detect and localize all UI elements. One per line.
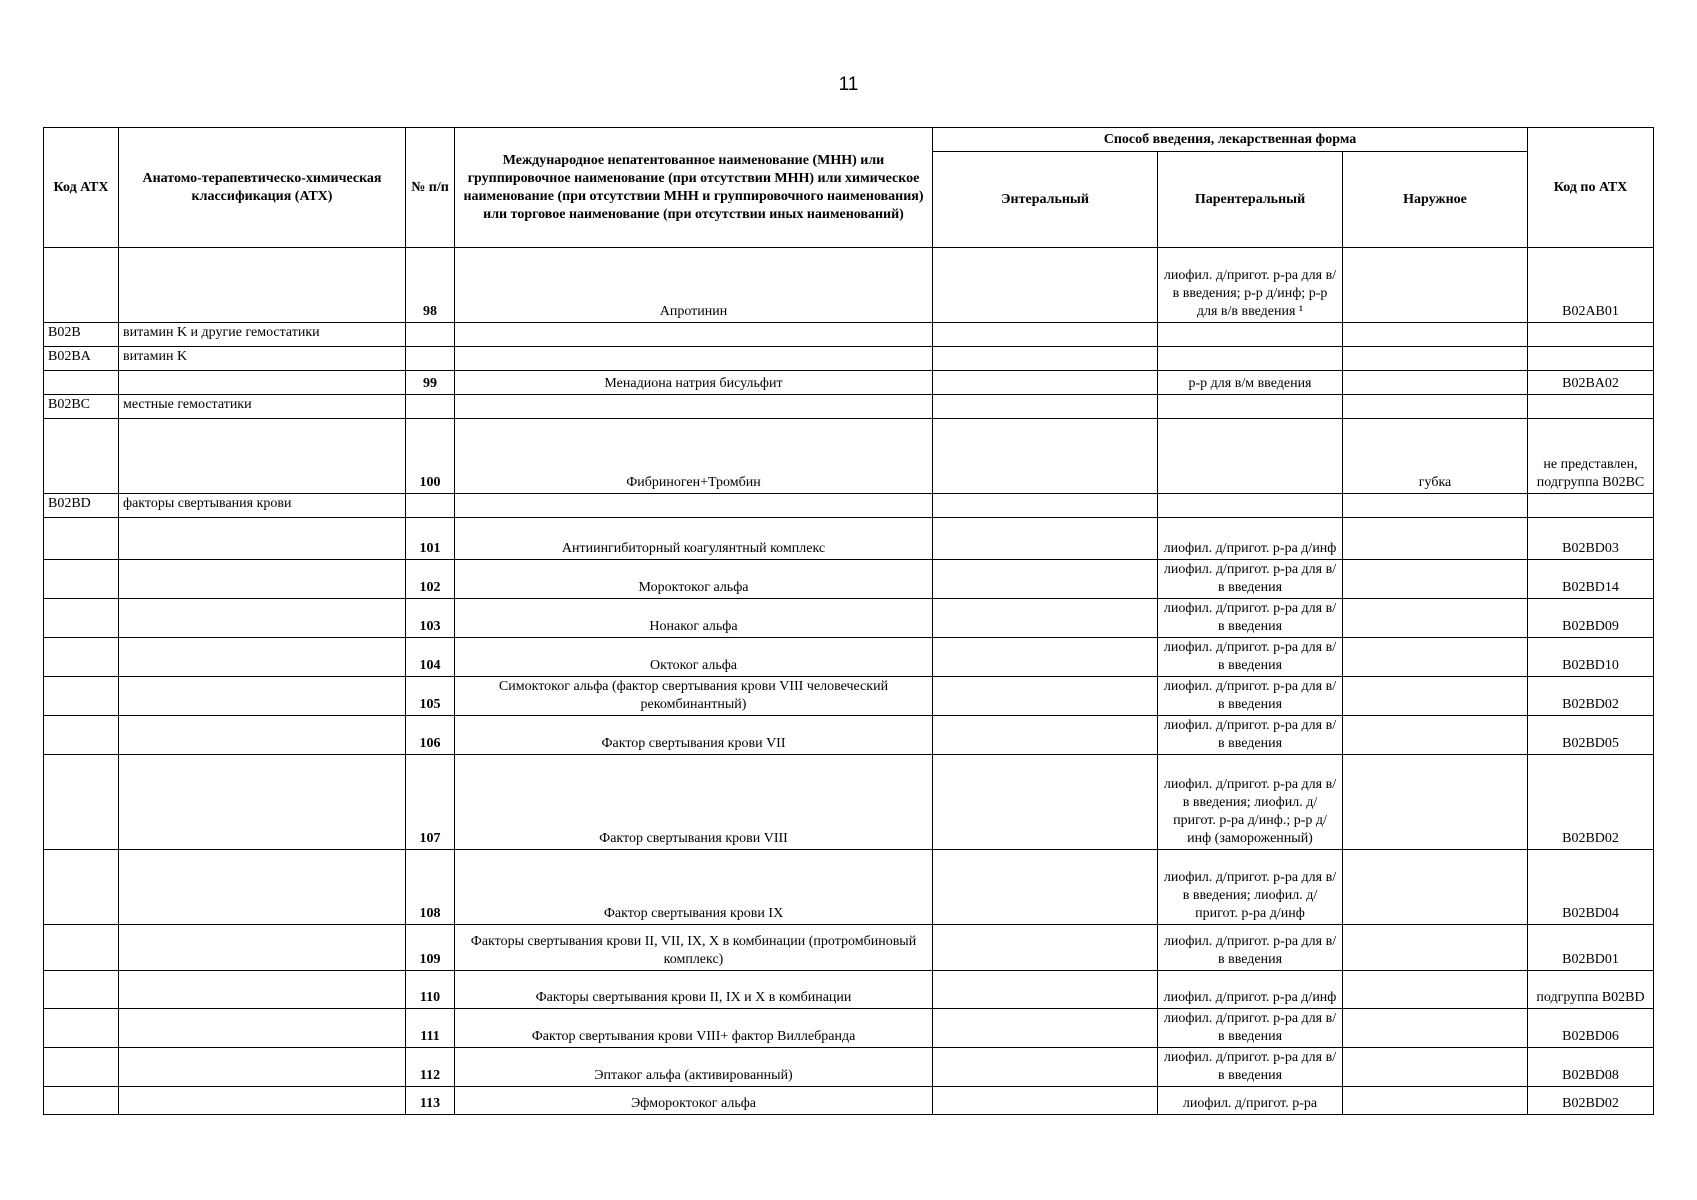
cell-name bbox=[455, 494, 933, 518]
header-parenteral: Парентеральный bbox=[1158, 152, 1343, 248]
cell-ext bbox=[1343, 1087, 1528, 1115]
cell-num: 112 bbox=[406, 1048, 455, 1087]
table-row bbox=[44, 248, 1654, 323]
cell-par: лиофил. д/пригот. р-ра для в/в введения bbox=[1158, 716, 1343, 755]
cell-cls bbox=[119, 1009, 406, 1048]
cell-num bbox=[406, 494, 455, 518]
cell-code bbox=[44, 925, 119, 971]
table-row bbox=[44, 1087, 1654, 1115]
cell-ext bbox=[1343, 755, 1528, 850]
table-header bbox=[44, 128, 1654, 248]
table-row bbox=[44, 850, 1654, 925]
cell-par: лиофил. д/пригот. р-ра для в/в введения; лиофил. д/пригот. р-ра д/инф.; р-р д/инф (замороженный) bbox=[1158, 755, 1343, 850]
cell-cls: витамин K и другие гемостатики bbox=[119, 323, 406, 347]
cell-cls bbox=[119, 677, 406, 716]
cell-ent bbox=[933, 494, 1158, 518]
table-row bbox=[44, 323, 1654, 347]
header-classification: Анатомо-терапевтическо-химическая классификация (АТХ) bbox=[119, 128, 406, 248]
cell-cls bbox=[119, 971, 406, 1009]
cell-ext bbox=[1343, 518, 1528, 560]
table-row bbox=[44, 494, 1654, 518]
table-row bbox=[44, 677, 1654, 716]
cell-ent bbox=[933, 395, 1158, 419]
cell-par bbox=[1158, 419, 1343, 494]
cell-atc: не представлен, подгруппа B02BC bbox=[1528, 419, 1654, 494]
cell-ext bbox=[1343, 599, 1528, 638]
cell-num: 106 bbox=[406, 716, 455, 755]
cell-atc: B02BA02 bbox=[1528, 371, 1654, 395]
cell-code bbox=[44, 560, 119, 599]
cell-code: B02BC bbox=[44, 395, 119, 419]
cell-code bbox=[44, 638, 119, 677]
cell-par bbox=[1158, 494, 1343, 518]
cell-cls bbox=[119, 518, 406, 560]
cell-par: лиофил. д/пригот. р-ра д/инф bbox=[1158, 971, 1343, 1009]
cell-name: Нонаког альфа bbox=[455, 599, 933, 638]
cell-cls: местные гемостатики bbox=[119, 395, 406, 419]
cell-ent bbox=[933, 925, 1158, 971]
cell-par: лиофил. д/пригот. р-ра для в/в введения bbox=[1158, 925, 1343, 971]
cell-ext bbox=[1343, 323, 1528, 347]
cell-num: 108 bbox=[406, 850, 455, 925]
cell-par bbox=[1158, 323, 1343, 347]
table-row bbox=[44, 638, 1654, 677]
header-atc-code: Код по АТХ bbox=[1528, 128, 1654, 248]
cell-atc bbox=[1528, 395, 1654, 419]
cell-name: Фактор свертывания крови VII bbox=[455, 716, 933, 755]
cell-ent bbox=[933, 716, 1158, 755]
cell-code bbox=[44, 248, 119, 323]
table-row bbox=[44, 755, 1654, 850]
cell-name: Октоког альфа bbox=[455, 638, 933, 677]
table-row bbox=[44, 716, 1654, 755]
cell-par bbox=[1158, 347, 1343, 371]
cell-num: 110 bbox=[406, 971, 455, 1009]
table-row bbox=[44, 971, 1654, 1009]
cell-num bbox=[406, 323, 455, 347]
cell-par: лиофил. д/пригот. р-ра для в/в введения bbox=[1158, 677, 1343, 716]
cell-cls bbox=[119, 599, 406, 638]
cell-atc: B02BD02 bbox=[1528, 677, 1654, 716]
cell-par: лиофил. д/пригот. р-ра для в/в введения bbox=[1158, 560, 1343, 599]
cell-ext bbox=[1343, 638, 1528, 677]
cell-num: 111 bbox=[406, 1009, 455, 1048]
cell-num: 113 bbox=[406, 1087, 455, 1115]
header-external: Наружное bbox=[1343, 152, 1528, 248]
cell-atc bbox=[1528, 347, 1654, 371]
cell-ent bbox=[933, 1048, 1158, 1087]
header-code-atx: Код АТХ bbox=[44, 128, 119, 248]
cell-name: Апротинин bbox=[455, 248, 933, 323]
cell-code bbox=[44, 599, 119, 638]
cell-num: 100 bbox=[406, 419, 455, 494]
cell-atc: B02BD08 bbox=[1528, 1048, 1654, 1087]
cell-par: лиофил. д/пригот. р-ра bbox=[1158, 1087, 1343, 1115]
cell-cls bbox=[119, 1087, 406, 1115]
cell-num: 109 bbox=[406, 925, 455, 971]
cell-name: Фибриноген+Тромбин bbox=[455, 419, 933, 494]
cell-cls bbox=[119, 560, 406, 599]
cell-cls bbox=[119, 716, 406, 755]
cell-ext bbox=[1343, 248, 1528, 323]
cell-ent bbox=[933, 599, 1158, 638]
cell-name: Фактор свертывания крови IX bbox=[455, 850, 933, 925]
cell-ext bbox=[1343, 395, 1528, 419]
cell-atc: подгруппа B02BD bbox=[1528, 971, 1654, 1009]
cell-num: 101 bbox=[406, 518, 455, 560]
cell-ent bbox=[933, 677, 1158, 716]
cell-code bbox=[44, 677, 119, 716]
cell-atc bbox=[1528, 494, 1654, 518]
cell-ent bbox=[933, 371, 1158, 395]
cell-atc: B02BD02 bbox=[1528, 755, 1654, 850]
cell-name: Фактор свертывания крови VIII bbox=[455, 755, 933, 850]
table-row bbox=[44, 599, 1654, 638]
cell-name bbox=[455, 347, 933, 371]
cell-atc: B02BD01 bbox=[1528, 925, 1654, 971]
cell-code bbox=[44, 1009, 119, 1048]
cell-num: 103 bbox=[406, 599, 455, 638]
cell-cls: витамин K bbox=[119, 347, 406, 371]
cell-ext bbox=[1343, 677, 1528, 716]
table-row bbox=[44, 395, 1654, 419]
cell-par: лиофил. д/пригот. р-ра для в/в введения bbox=[1158, 599, 1343, 638]
table-row bbox=[44, 518, 1654, 560]
table-body bbox=[44, 248, 1654, 1115]
cell-name: Менадиона натрия бисульфит bbox=[455, 371, 933, 395]
cell-atc: B02BD10 bbox=[1528, 638, 1654, 677]
cell-code bbox=[44, 1087, 119, 1115]
cell-code bbox=[44, 1048, 119, 1087]
cell-ext: губка bbox=[1343, 419, 1528, 494]
cell-cls bbox=[119, 638, 406, 677]
header-route-group: Способ введения, лекарственная форма bbox=[933, 128, 1528, 152]
cell-ext bbox=[1343, 347, 1528, 371]
cell-code bbox=[44, 755, 119, 850]
cell-atc: B02BD03 bbox=[1528, 518, 1654, 560]
cell-cls bbox=[119, 850, 406, 925]
cell-ext bbox=[1343, 850, 1528, 925]
cell-num: 104 bbox=[406, 638, 455, 677]
cell-cls bbox=[119, 755, 406, 850]
cell-name: Эптаког альфа (активированный) bbox=[455, 1048, 933, 1087]
cell-name: Фактор свертывания крови VIII+ фактор Виллебранда bbox=[455, 1009, 933, 1048]
cell-par: лиофил. д/пригот. р-ра для в/в введения; р-р д/инф; р-р для в/в введения ¹ bbox=[1158, 248, 1343, 323]
table-row bbox=[44, 371, 1654, 395]
cell-num bbox=[406, 347, 455, 371]
cell-code: B02B bbox=[44, 323, 119, 347]
cell-atc: B02BD05 bbox=[1528, 716, 1654, 755]
cell-ent bbox=[933, 347, 1158, 371]
cell-name: Факторы свертывания крови II, IX и X в комбинации bbox=[455, 971, 933, 1009]
cell-ent bbox=[933, 323, 1158, 347]
cell-cls bbox=[119, 925, 406, 971]
cell-code bbox=[44, 371, 119, 395]
cell-code bbox=[44, 716, 119, 755]
cell-cls bbox=[119, 248, 406, 323]
cell-code: B02BA bbox=[44, 347, 119, 371]
cell-num: 107 bbox=[406, 755, 455, 850]
cell-name: Факторы свертывания крови II, VII, IX, X в комбинации (протромбиновый комплекс) bbox=[455, 925, 933, 971]
cell-ext bbox=[1343, 494, 1528, 518]
cell-ent bbox=[933, 755, 1158, 850]
cell-ent bbox=[933, 971, 1158, 1009]
table-row bbox=[44, 1009, 1654, 1048]
header-enteral: Энтеральный bbox=[933, 152, 1158, 248]
cell-name bbox=[455, 323, 933, 347]
cell-num bbox=[406, 395, 455, 419]
table-row bbox=[44, 560, 1654, 599]
cell-par: лиофил. д/пригот. р-ра для в/в введения bbox=[1158, 1048, 1343, 1087]
page-number: 11 bbox=[838, 74, 859, 95]
cell-num: 99 bbox=[406, 371, 455, 395]
cell-ext bbox=[1343, 560, 1528, 599]
cell-par: лиофил. д/пригот. р-ра для в/в введения; лиофил. д/пригот. р-ра д/инф bbox=[1158, 850, 1343, 925]
table-row bbox=[44, 1048, 1654, 1087]
cell-code bbox=[44, 518, 119, 560]
cell-ext bbox=[1343, 971, 1528, 1009]
cell-ent bbox=[933, 850, 1158, 925]
cell-atc: B02AB01 bbox=[1528, 248, 1654, 323]
cell-num: 98 bbox=[406, 248, 455, 323]
cell-ent bbox=[933, 560, 1158, 599]
cell-ext bbox=[1343, 925, 1528, 971]
cell-code bbox=[44, 419, 119, 494]
cell-atc bbox=[1528, 323, 1654, 347]
cell-name bbox=[455, 395, 933, 419]
cell-atc: B02BD14 bbox=[1528, 560, 1654, 599]
cell-cls: факторы свертывания крови bbox=[119, 494, 406, 518]
cell-ent bbox=[933, 638, 1158, 677]
cell-name: Эфмороктоког альфа bbox=[455, 1087, 933, 1115]
cell-num: 105 bbox=[406, 677, 455, 716]
cell-name: Мороктоког альфа bbox=[455, 560, 933, 599]
cell-num: 102 bbox=[406, 560, 455, 599]
cell-atc: B02BD04 bbox=[1528, 850, 1654, 925]
cell-ext bbox=[1343, 1048, 1528, 1087]
header-number: № п/п bbox=[406, 128, 455, 248]
table-row bbox=[44, 419, 1654, 494]
cell-ent bbox=[933, 248, 1158, 323]
cell-ext bbox=[1343, 1009, 1528, 1048]
cell-ent bbox=[933, 1087, 1158, 1115]
cell-cls bbox=[119, 1048, 406, 1087]
cell-atc: B02BD06 bbox=[1528, 1009, 1654, 1048]
cell-code: B02BD bbox=[44, 494, 119, 518]
cell-par: р-р для в/м введения bbox=[1158, 371, 1343, 395]
cell-name: Антиингибиторный коагулянтный комплекс bbox=[455, 518, 933, 560]
cell-atc: B02BD02 bbox=[1528, 1087, 1654, 1115]
header-inn: Международное непатентованное наименование (МНН) или группировочное наименование (при отсутствии МНН) или химическое наименование (при отсутствии МНН и группировочного наименования) или торговое наименование (при отсутствии иных наименований) bbox=[455, 128, 933, 248]
cell-cls bbox=[119, 371, 406, 395]
table-row bbox=[44, 925, 1654, 971]
cell-ent bbox=[933, 518, 1158, 560]
cell-par: лиофил. д/пригот. р-ра д/инф bbox=[1158, 518, 1343, 560]
table-row bbox=[44, 347, 1654, 371]
cell-ent bbox=[933, 1009, 1158, 1048]
cell-ext bbox=[1343, 716, 1528, 755]
atx-table bbox=[43, 127, 1654, 1115]
cell-code bbox=[44, 850, 119, 925]
cell-par: лиофил. д/пригот. р-ра для в/в введения bbox=[1158, 638, 1343, 677]
cell-cls bbox=[119, 419, 406, 494]
cell-code bbox=[44, 971, 119, 1009]
cell-atc: B02BD09 bbox=[1528, 599, 1654, 638]
cell-ext bbox=[1343, 371, 1528, 395]
cell-name: Симоктоког альфа (фактор свертывания крови VIII человеческий рекомбинантный) bbox=[455, 677, 933, 716]
cell-par: лиофил. д/пригот. р-ра для в/в введения bbox=[1158, 1009, 1343, 1048]
cell-par bbox=[1158, 395, 1343, 419]
cell-ent bbox=[933, 419, 1158, 494]
